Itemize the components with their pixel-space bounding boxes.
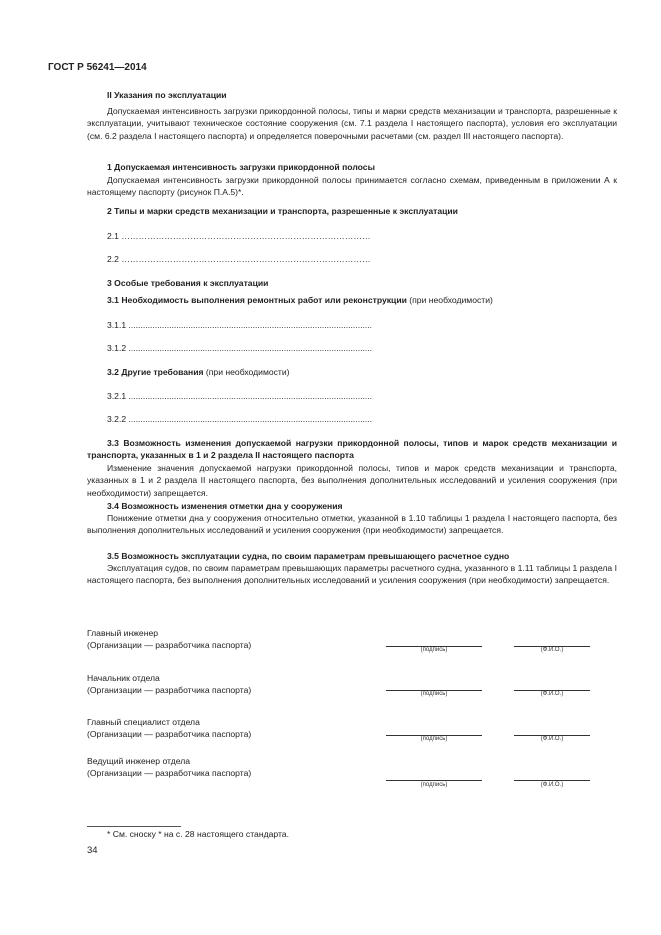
s1-heading: 1 Допускаемая интенсивность загрузки прикордонной полосы xyxy=(107,162,375,172)
signature-block xyxy=(87,627,251,651)
name-caption: (Ф.И.О.) xyxy=(540,691,564,697)
footnote-divider xyxy=(87,826,181,827)
signature-block xyxy=(87,672,251,696)
signature-role: Главный инженер xyxy=(87,628,159,638)
s34-paragraph: Понижение отметки дна у сооружения относительно отметки, указанной в 1.10 таблицы 1 раздела I настоящего паспорта, без выполнения дополнительных исследований и усиления сооружения (при необходимости) запрещается. xyxy=(87,513,617,536)
name-caption: (Ф.И.О.) xyxy=(540,782,564,788)
sign-caption: (подпись) xyxy=(420,736,448,742)
name-caption: (Ф.И.О.) xyxy=(540,647,564,653)
signature-org: (Организации — разработчика паспорта) xyxy=(87,685,252,695)
s35-heading: 3.5 Возможность эксплуатации судна, по своим параметрам превышающего расчетное судно xyxy=(107,551,510,561)
signature-org: (Организации — разработчика паспорта) xyxy=(87,729,252,739)
document-header: ГОСТ Р 56241—2014 xyxy=(48,62,147,73)
s2-heading: 2 Типы и марки средств механизации и транспорта, разрешенные к эксплуатации xyxy=(107,206,458,216)
name-caption: (Ф.И.О.) xyxy=(540,736,564,742)
s31-note: (при необходимости) xyxy=(406,295,493,305)
sign-caption: (подпись) xyxy=(420,647,448,653)
s3-heading: 3 Особые требования к эксплуатации xyxy=(107,278,269,288)
signature-org: (Организации — разработчика паспорта) xyxy=(87,640,252,650)
intro-paragraph: Допускаемая интенсивность загрузки прикордонной полосы, типы и марки средств механизации и транспорта, разрешенные к эксплуатации, учитывают техническое состояние сооружения (см. 7.1 раздела I настоящего паспорта), условия его эксплуатации (см. 6.2 раздела I настоящего паспорта) и определяется поверочными расчетами (см. раздел III настоящего паспорта). xyxy=(87,106,617,141)
signature-block xyxy=(87,755,251,779)
signature-role: Начальник отдела xyxy=(87,673,160,683)
s31-title: 3.1 Необходимость выполнения ремонтных работ или реконструкции xyxy=(107,295,407,305)
s32-heading xyxy=(107,367,290,377)
s32-note: (при необходимости) xyxy=(203,367,290,377)
s31-item: 3.1.1 ...................................................................................................... xyxy=(107,320,373,330)
signature-block xyxy=(87,716,251,740)
sign-caption: (подпись) xyxy=(420,691,448,697)
section-title: II Указания по эксплуатации xyxy=(107,90,227,100)
signature-org: (Организации — разработчика паспорта) xyxy=(87,768,252,778)
footnote: * См. сноску * на с. 28 настоящего стандарта. xyxy=(107,829,289,839)
s1-paragraph: Допускаемая интенсивность загрузки прикордонной полосы принимается согласно схемам, приведенным в приложении А к настоящему паспорту (рисунок П.А.5)*. xyxy=(87,175,617,198)
signature-role: Главный специалист отдела xyxy=(87,717,200,727)
s32-item: 3.2.1 ...................................................................................................... xyxy=(107,391,373,401)
s34-heading: 3.4 Возможность изменения отметки дна у сооружения xyxy=(107,501,343,511)
s2-item: 2.1 …………………………………………………………………………… xyxy=(107,231,371,241)
s2-item: 2.2 …………………………………………………………………………… xyxy=(107,254,371,264)
s33-heading: 3.3 Возможность изменения допускаемой нагрузки прикордонной полосы, типов и марок средств механизации и транспорта, указанных в 1 и 2 раздела II настоящего паспорта xyxy=(87,438,617,461)
signature-role: Ведущий инженер отдела xyxy=(87,756,191,766)
name-line xyxy=(514,780,590,781)
s35-paragraph: Эксплуатация судов, по своим параметрам превышающих параметры расчетного судна, указанного в 1.11 таблицы 1 раздела I настоящего паспорта, без выполнения дополнительных исследований и усиления сооружения (при необходимости) запрещается. xyxy=(87,563,617,586)
s32-title: 3.2 Другие требования xyxy=(107,367,204,377)
sign-caption: (подпись) xyxy=(420,782,448,788)
s31-item: 3.1.2 ...................................................................................................... xyxy=(107,343,373,353)
s33-paragraph: Изменение значения допускаемой нагрузки прикордонной полосы, типов и марок средств механизации и транспорта, указанных в 1 и 2 раздела II настоящего паспорта, без выполнения дополнительных исследований и усиления сооружения (при необходимости) запрещается. xyxy=(87,463,617,498)
s31-heading xyxy=(107,295,493,305)
signature-line xyxy=(386,780,482,781)
s32-item: 3.2.2 ...................................................................................................... xyxy=(107,414,373,424)
page-number: 34 xyxy=(87,845,98,856)
